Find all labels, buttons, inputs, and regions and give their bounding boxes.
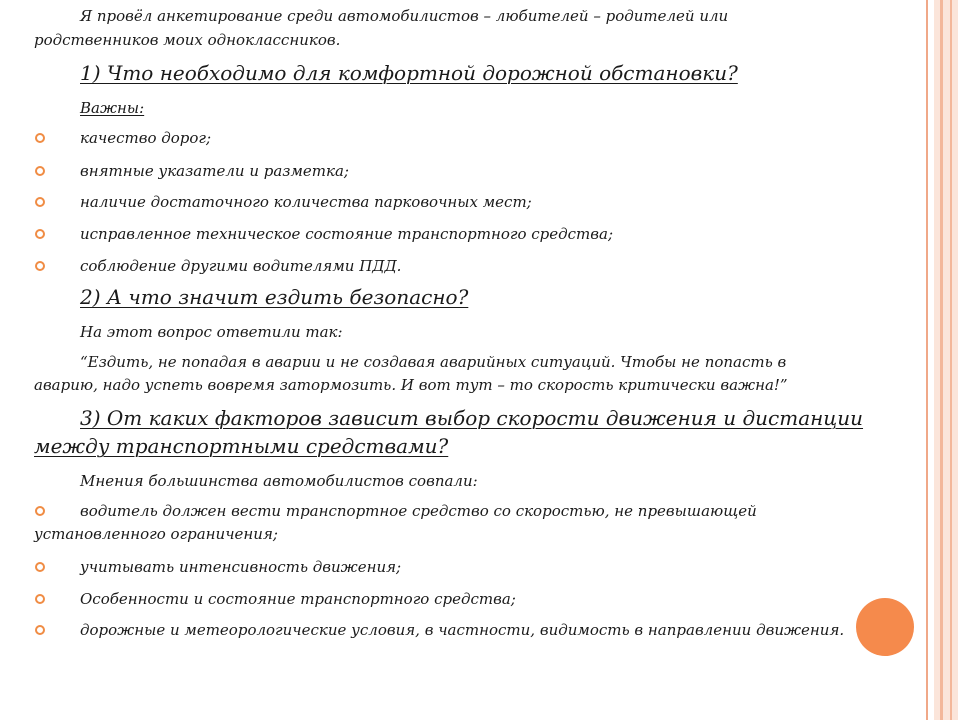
question-1-title: 1) Что необходимо для комфортной дорожной обстановки? — [80, 61, 738, 85]
frame-band — [934, 0, 958, 720]
q1-item-2: внятные указатели и разметка; — [80, 162, 349, 180]
intro-line-1: Я провёл анкетирование среди автомобилистов – любителей – родителей или — [80, 7, 729, 25]
bullet-icon — [35, 197, 45, 207]
q1-item-1: качество дорог; — [80, 129, 212, 147]
intro-line-2: родственников моих одноклассников. — [34, 31, 341, 49]
question-3-title-line-2: между транспортными средствами? — [34, 434, 449, 458]
bullet-icon — [35, 166, 45, 176]
bullet-icon — [35, 506, 45, 516]
q1-item-4: исправленное техническое состояние транспортного средства; — [80, 225, 614, 243]
frame-line-left — [926, 0, 928, 720]
bullet-icon — [35, 562, 45, 572]
bullet-icon — [35, 594, 45, 604]
question-2-title: 2) А что значит ездить безопасно? — [80, 285, 469, 309]
question-1-label: Важны: — [80, 99, 145, 117]
frame-line-right — [950, 0, 952, 720]
bullet-icon — [35, 625, 45, 635]
q3-item-3: Особенности и состояние транспортного средства; — [80, 590, 516, 608]
frame-line-mid — [940, 0, 943, 720]
question-3-title-line-1: 3) От каких факторов зависит выбор скорости движения и дистанции — [80, 406, 864, 430]
q3-item-2: учитывать интенсивность движения; — [80, 558, 402, 576]
bullet-icon — [35, 229, 45, 239]
question-2-label: На этот вопрос ответили так: — [80, 323, 343, 341]
decorative-circle — [856, 598, 914, 656]
q2-quote-line-2: аварию, надо успеть вовремя затормозить. И вот тут – то скорость критически важна!” — [34, 376, 788, 394]
q3-item-4: дорожные и метеорологические условия, в частности, видимость в направлении движения. — [80, 621, 845, 639]
q1-item-5: соблюдение другими водителями ПДД. — [80, 257, 402, 275]
question-3-label: Мнения большинства автомобилистов совпали: — [80, 472, 478, 490]
bullet-icon — [35, 261, 45, 271]
q1-item-3: наличие достаточного количества парковочных мест; — [80, 193, 532, 211]
bullet-icon — [35, 133, 45, 143]
q3-item-1-line-2: установленного ограничения; — [34, 525, 278, 543]
q3-item-1-line-1: водитель должен вести транспортное средство со скоростью, не превышающей — [80, 502, 757, 520]
q2-quote-line-1: “Ездить, не попадая в аварии и не создавая аварийных ситуаций. Чтобы не попасть в — [80, 353, 787, 371]
